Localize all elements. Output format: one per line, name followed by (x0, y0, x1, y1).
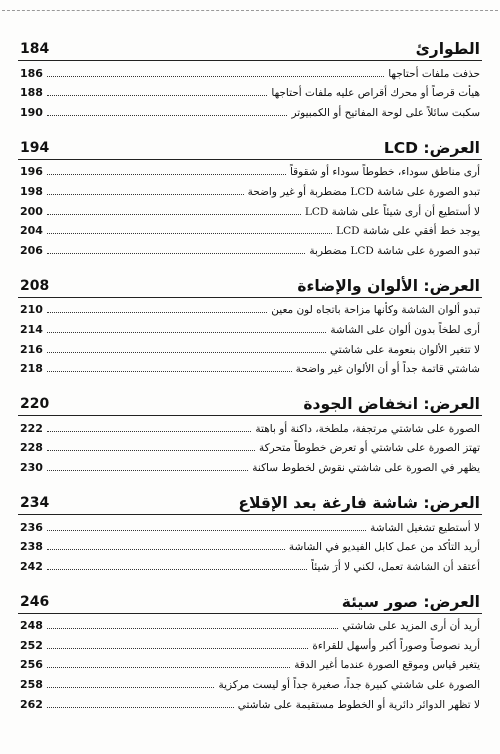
section-gap (18, 475, 482, 488)
toc-section (18, 271, 482, 376)
toc-entry[interactable] (18, 692, 482, 712)
toc-entry[interactable] (18, 455, 482, 475)
dot-leader (47, 707, 234, 708)
entry-title: سكبت سائلاً على لوحة المفاتيح أو الكمبيوتر (291, 106, 480, 119)
entry-title: لا تظهر الدوائر دائرية أو الخطوط مستقيمة على شاشتي (237, 698, 480, 711)
entry-title: أرى مناطق سوداء، خطوطاً سوداء أو شقوقاً (289, 166, 480, 179)
section-gap (18, 120, 482, 133)
dot-leader (47, 352, 326, 353)
entry-title: تهتز الصورة على شاشتي أو تعرض خطوطاً متحركة (258, 442, 480, 455)
entry-page-number: 206 (20, 243, 43, 257)
toc-entry[interactable] (18, 160, 482, 180)
entry-page-number: 204 (20, 224, 43, 238)
entry-title: يظهر في الصورة على شاشتي نقوش لخطوط ساكنة (252, 461, 480, 474)
entry-page-number: 214 (20, 322, 43, 336)
entry-page-number: 258 (20, 678, 43, 692)
top-rule (2, 10, 498, 11)
entry-page-number: 262 (20, 697, 43, 711)
entry-page-number: 200 (20, 204, 43, 218)
section-heading[interactable] (18, 271, 482, 298)
toc-entry[interactable] (18, 416, 482, 436)
entry-title: هيأت قرصاً أو محرك أقراص عليه ملفات أحتاجها (271, 87, 480, 100)
entry-title: شاشتي قاتمة جداً أو أن الألوان غير واضحة (295, 363, 480, 376)
dot-leader (47, 470, 248, 471)
entry-page-number: 248 (20, 619, 43, 633)
entry-page-number: 242 (20, 559, 43, 573)
section-title: العرض: الألوان والإضاءة (297, 276, 480, 295)
section-heading[interactable] (18, 34, 482, 61)
toc-entry[interactable] (18, 614, 482, 634)
section-gap (18, 376, 482, 389)
section-title: العرض: صور سيئة (341, 592, 480, 611)
entry-page-number: 218 (20, 362, 43, 376)
toc-entry[interactable] (18, 535, 482, 555)
toc-entry[interactable] (18, 179, 482, 199)
dot-leader (47, 648, 308, 649)
toc-entry[interactable] (18, 357, 482, 377)
entry-title: أريد التأكد من عمل كابل الفيديو في الشاشة (288, 541, 480, 554)
toc-entry[interactable] (18, 199, 482, 219)
entry-title: لا تتغير الألوان بنعومة على شاشتي (330, 343, 480, 356)
entry-title: تبدو الصورة على شاشة LCD مضطربة (309, 244, 480, 257)
section-heading[interactable] (18, 587, 482, 614)
entry-title: أريد نصوصاً وصوراً أكبر وأسهل للقراءة (312, 639, 480, 652)
entry-title: لا أستطيع أن أرى شيئاً على شاشة LCD (304, 205, 480, 218)
entry-page-number: 256 (20, 658, 43, 672)
entry-page-number: 252 (20, 638, 43, 652)
toc-section (18, 488, 482, 574)
entry-title: تبدو الصورة على شاشة LCD مضطربة أو غير واضحة (247, 185, 480, 198)
entry-title: يوجد خط أفقي على شاشة LCD (336, 225, 480, 238)
entry-page-number: 188 (20, 86, 43, 100)
dot-leader (47, 628, 338, 629)
entry-title: أريد أن أرى المزيد على شاشتي (342, 620, 480, 633)
entry-page-number: 228 (20, 441, 43, 455)
toc-entry[interactable] (18, 81, 482, 101)
entry-title: حذفت ملفات أحتاجها (388, 67, 480, 80)
section-page-number: 194 (20, 139, 50, 156)
section-page-number: 234 (20, 494, 50, 511)
section-title: العرض: شاشة فارغة بعد الإقلاع (238, 493, 480, 512)
entry-title: أعتقد أن الشاشة تعمل، لكني لا أرَ شيئاً (311, 560, 480, 573)
entry-page-number: 190 (20, 105, 43, 119)
entry-title: تبدو ألوان الشاشة وكأنها مزاحة باتجاه لون معين (271, 304, 480, 317)
dot-leader (47, 115, 287, 116)
dot-leader (47, 569, 307, 570)
toc-entry[interactable] (18, 633, 482, 653)
toc-entry[interactable] (18, 337, 482, 357)
toc-section (18, 389, 482, 475)
entry-page-number: 186 (20, 66, 43, 80)
entry-title: أرى لطخاً بدون ألوان على الشاشة (330, 323, 480, 336)
entry-page-number: 198 (20, 184, 43, 198)
toc-entry[interactable] (18, 554, 482, 574)
entry-page-number: 210 (20, 303, 43, 317)
entry-title: يتغير قياس وموقع الصورة عندما أغير الدقة (294, 659, 480, 672)
entry-title: الصورة على شاشتي مرتجفة، ملطخة، داكنة أو باهتة (255, 422, 480, 435)
dot-leader (47, 530, 366, 531)
toc-entry[interactable] (18, 61, 482, 81)
section-heading[interactable] (18, 488, 482, 515)
toc-entry[interactable] (18, 672, 482, 692)
entry-page-number: 216 (20, 342, 43, 356)
entry-title: لا أستطيع تشغيل الشاشة (370, 521, 480, 534)
dot-leader (47, 667, 290, 668)
dot-leader (47, 431, 251, 432)
section-page-number: 246 (20, 593, 50, 610)
dot-leader (47, 371, 292, 372)
section-title: الطوارئ (415, 40, 480, 58)
entry-page-number: 236 (20, 520, 43, 534)
dot-leader (47, 312, 267, 313)
toc-entry[interactable] (18, 219, 482, 239)
section-heading[interactable] (18, 133, 482, 160)
toc-entry[interactable] (18, 100, 482, 120)
section-gap (18, 258, 482, 271)
toc-entry[interactable] (18, 238, 482, 258)
table-of-contents (18, 34, 482, 712)
dot-leader (47, 233, 332, 234)
entry-page-number: 196 (20, 165, 43, 179)
section-title: العرض: انخفاض الجودة (303, 395, 480, 414)
dot-leader (47, 253, 305, 254)
dot-leader (47, 76, 384, 77)
section-heading[interactable] (18, 389, 482, 416)
toc-entry[interactable] (18, 436, 482, 456)
entry-page-number: 222 (20, 421, 43, 435)
dot-leader (47, 95, 267, 96)
toc-entry[interactable] (18, 317, 482, 337)
toc-section (18, 133, 482, 258)
section-gap (18, 574, 482, 587)
toc-entry[interactable] (18, 653, 482, 673)
section-page-number: 184 (20, 41, 50, 57)
dot-leader (47, 214, 301, 215)
section-page-number: 220 (20, 396, 50, 413)
dot-leader (47, 332, 326, 333)
dot-leader (47, 450, 255, 451)
section-page-number: 208 (20, 277, 50, 294)
entry-page-number: 238 (20, 540, 43, 554)
toc-entry[interactable] (18, 298, 482, 318)
section-title: العرض: LCD (383, 138, 480, 157)
entry-page-number: 230 (20, 460, 43, 474)
dot-leader (47, 549, 285, 550)
dot-leader (47, 687, 214, 688)
toc-section (18, 587, 482, 712)
toc-section (18, 34, 482, 120)
dot-leader (47, 194, 244, 195)
dot-leader (47, 174, 286, 175)
toc-entry[interactable] (18, 515, 482, 535)
entry-title: الصورة على شاشتي كبيرة جداً، صغيرة جداً أو ليست مركزية (218, 679, 480, 692)
